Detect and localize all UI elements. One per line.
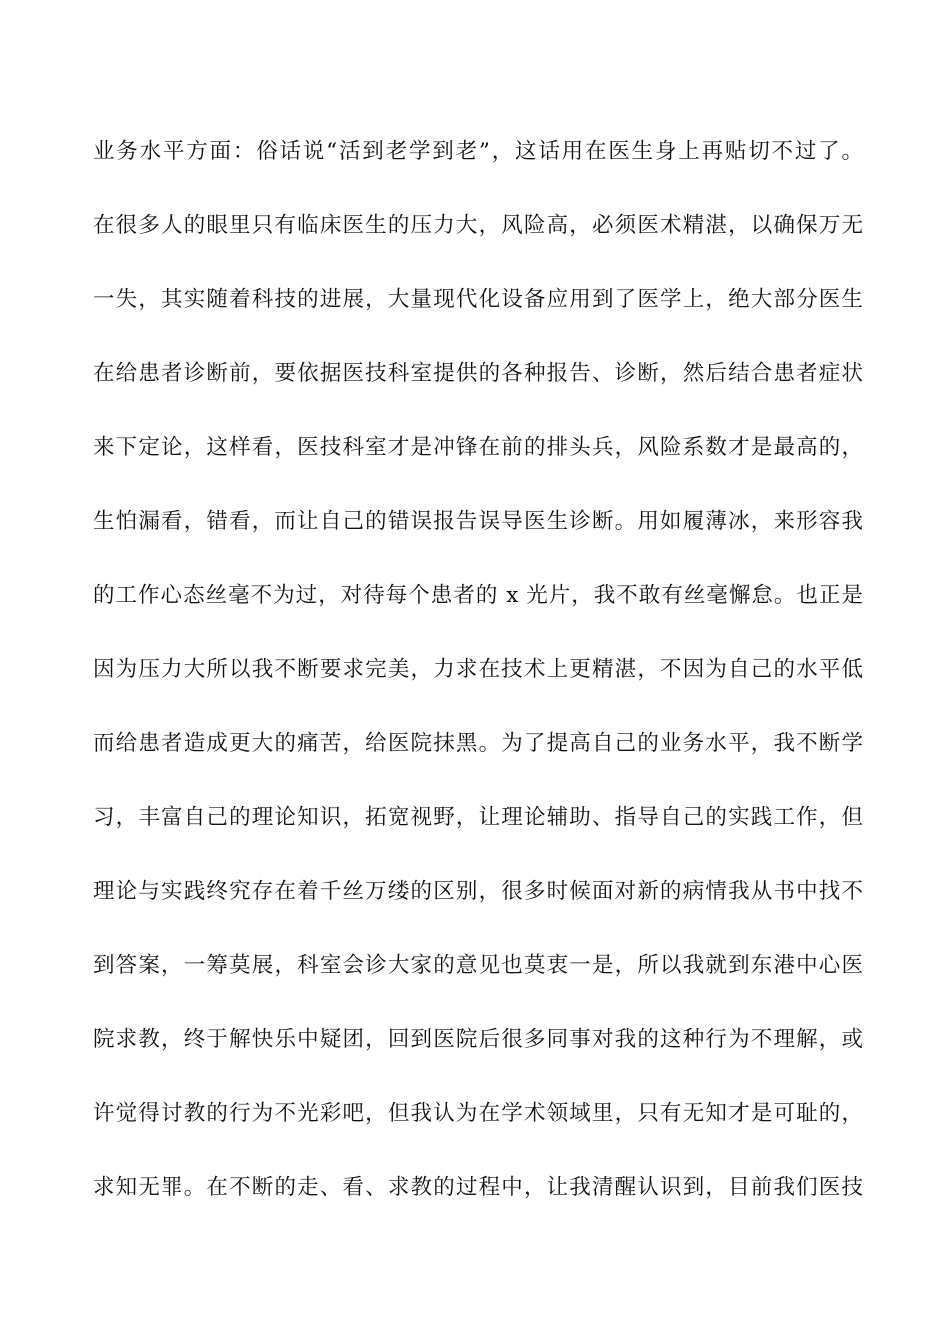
paragraph-line: 到答案，一筹莫展，科室会诊大家的意见也莫衷一是，所以我就到东港中心医 bbox=[93, 953, 863, 978]
paragraph-line: 习，丰富自己的理论知识，拓宽视野，让理论辅助、指导自己的实践工作，但 bbox=[93, 805, 863, 830]
paragraph-line: 在给患者诊断前，要依据医技科室提供的各种报告、诊断，然后结合患者症状 bbox=[93, 361, 863, 386]
paragraph-line: 院求教，终于解快乐中疑团，回到医院后很多同事对我的这种行为不理解，或 bbox=[93, 1027, 863, 1052]
paragraph-line: 求知无罪。在不断的走、看、求教的过程中，让我清醒认识到，目前我们医技 bbox=[93, 1175, 863, 1200]
paragraph-line: 因为压力大所以我不断要求完美，力求在技术上更精湛，不因为自己的水平低 bbox=[93, 657, 863, 682]
paragraph-line: 生怕漏看，错看，而让自己的错误报告误导医生诊断。用如履薄冰，来形容我 bbox=[93, 509, 863, 534]
paragraph-line: 来下定论，这样看，医技科室才是冲锋在前的排头兵，风险系数才是最高的， bbox=[93, 435, 863, 460]
paragraph-line: 而给患者造成更大的痛苦，给医院抹黑。为了提高自己的业务水平，我不断学 bbox=[93, 731, 863, 756]
paragraph-line: 一失，其实随着科技的进展，大量现代化设备应用到了医学上，绝大部分医生 bbox=[93, 287, 863, 312]
paragraph-line: 理论与实践终究存在着千丝万缕的区别，很多时候面对新的病情我从书中找不 bbox=[93, 879, 863, 904]
paragraph-line: 的工作心态丝毫不为过，对待每个患者的 x 光片，我不敢有丝毫懈怠。也正是 bbox=[93, 583, 863, 608]
paragraph-line: 许觉得讨教的行为不光彩吧，但我认为在学术领域里，只有无知才是可耻的， bbox=[93, 1101, 863, 1126]
paragraph-line: 业务水平方面：俗话说“活到老学到老”，这话用在医生身上再贴切不过了。 bbox=[93, 139, 863, 164]
paragraph-line: 在很多人的眼里只有临床医生的压力大，风险高，必须医术精湛，以确保万无 bbox=[93, 213, 863, 238]
